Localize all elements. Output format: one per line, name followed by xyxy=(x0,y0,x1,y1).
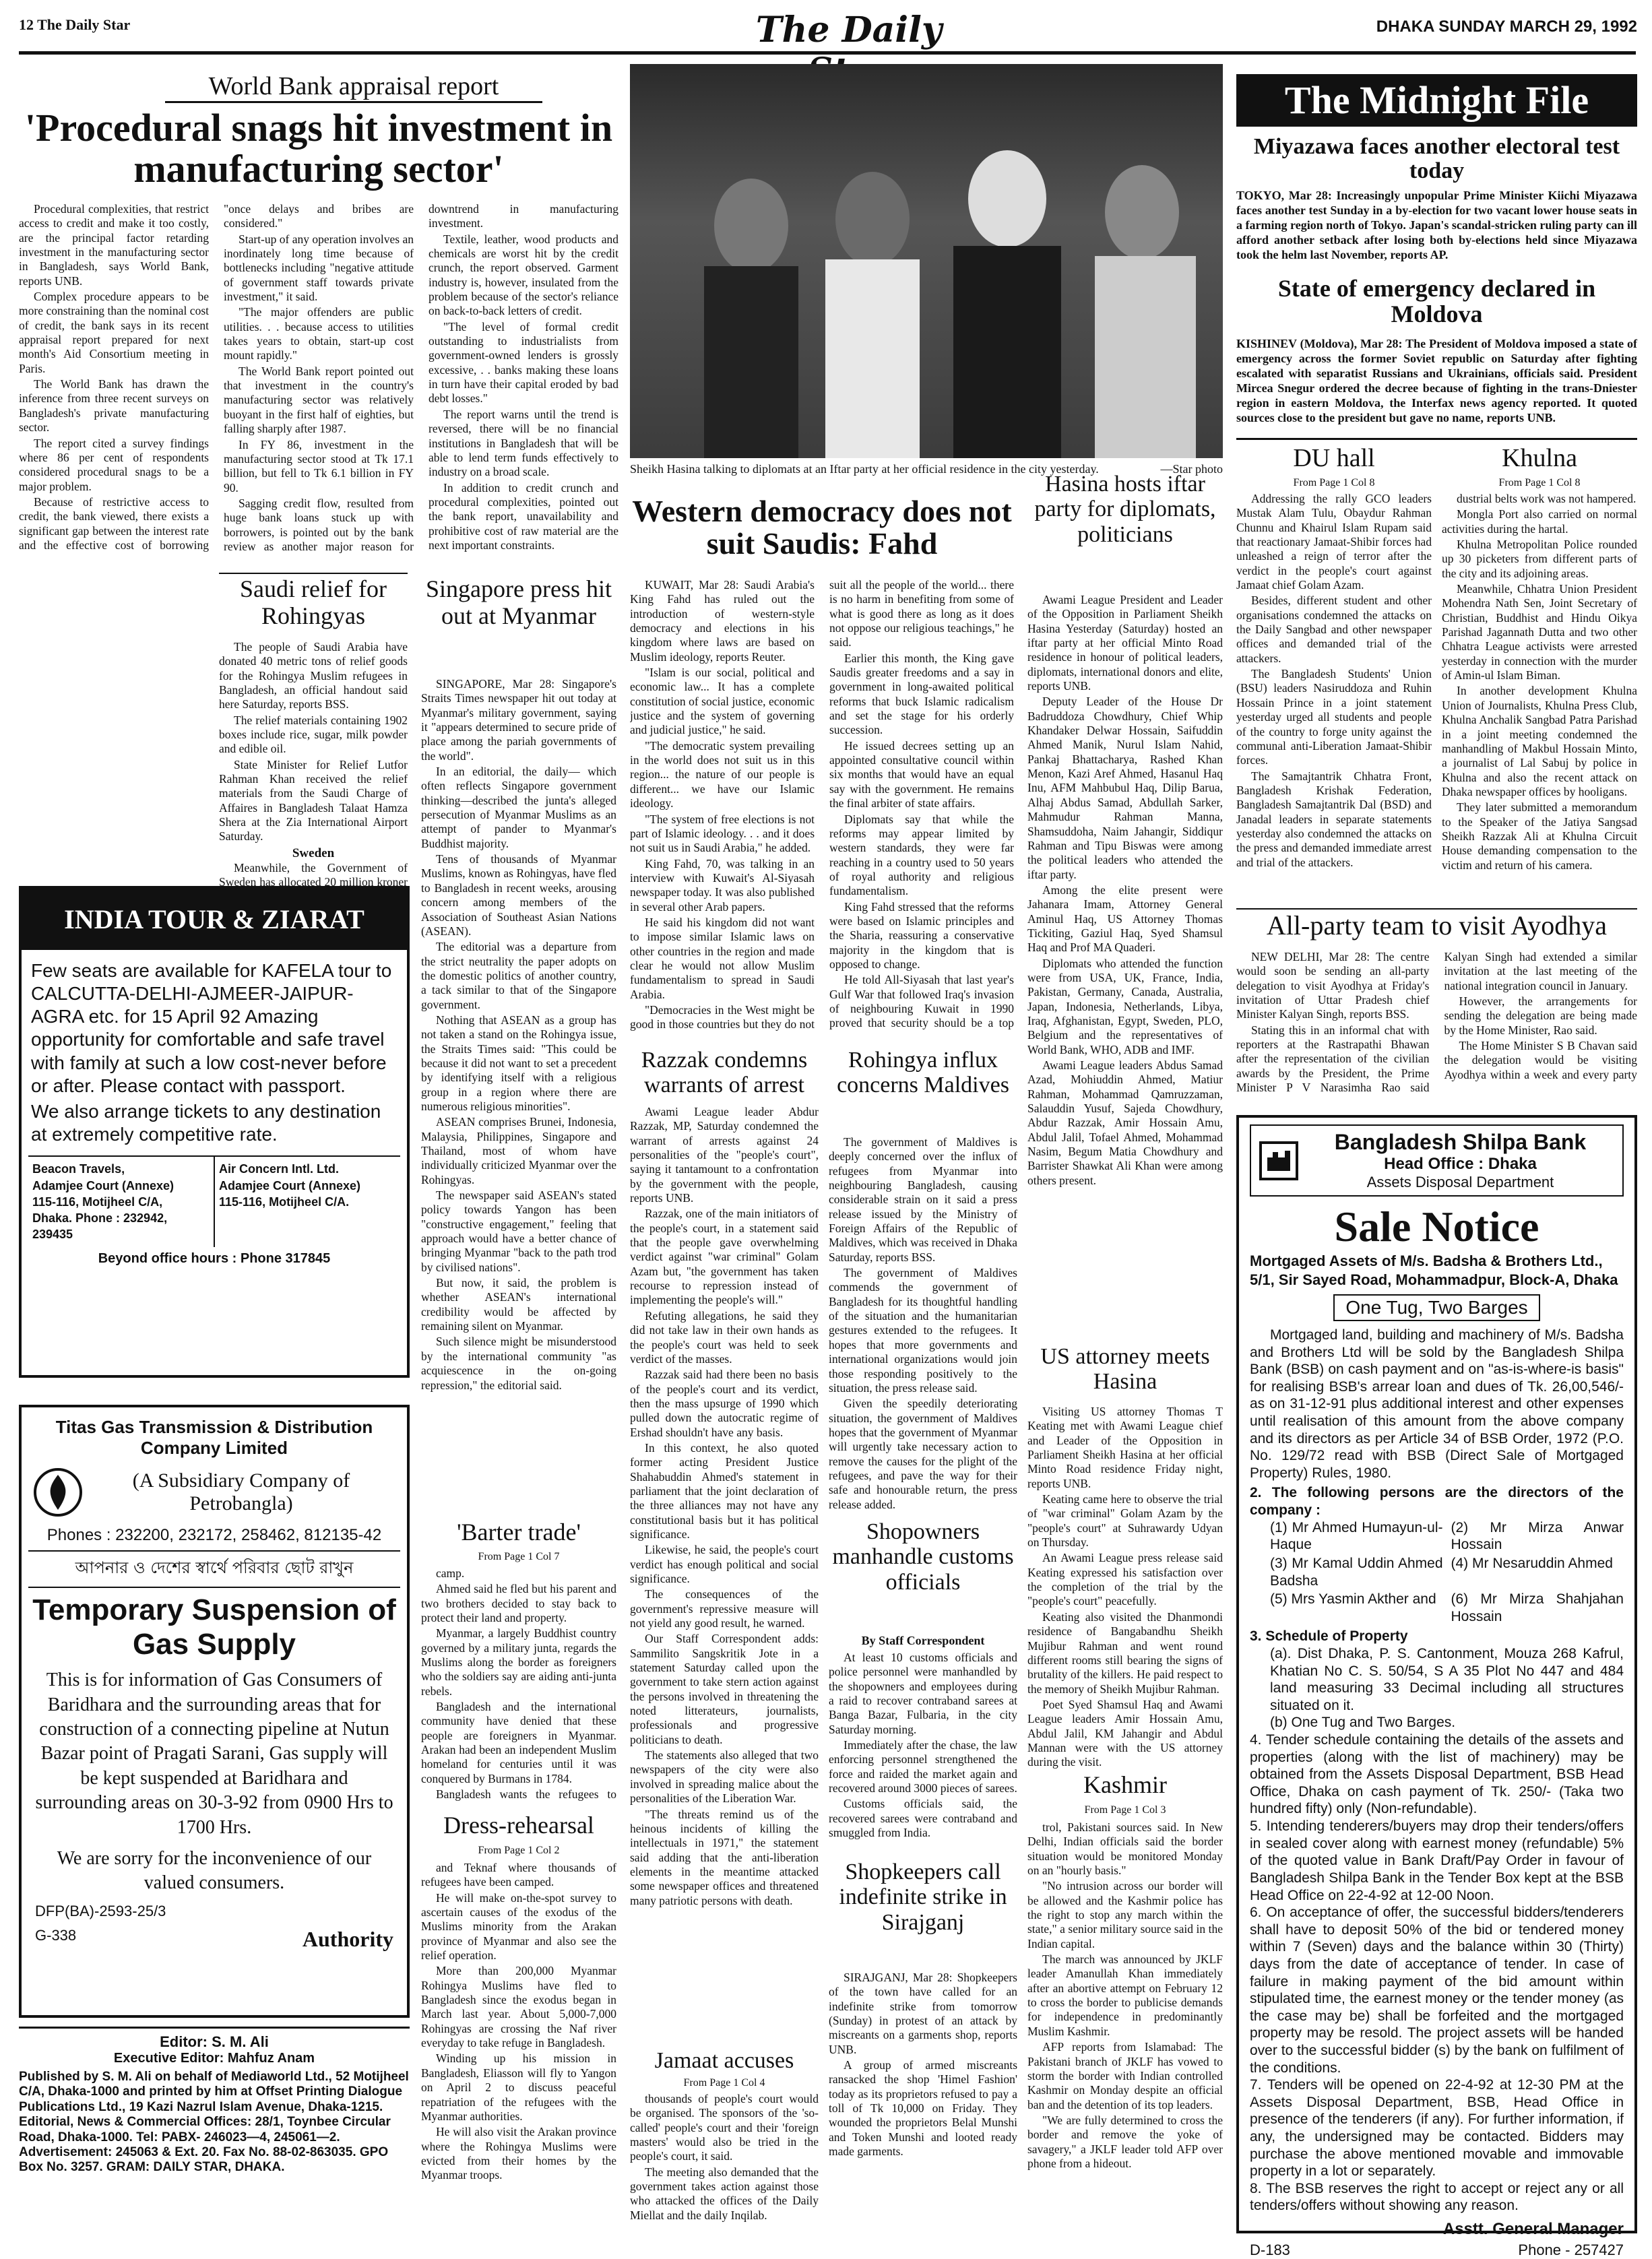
jamaat-body xyxy=(630,2092,819,2235)
shilpa-bank-logo-icon xyxy=(1255,1137,1302,1184)
kashmir-from: From Page 1 Col 3 xyxy=(1084,1804,1166,1816)
imprint-rule xyxy=(19,2027,410,2029)
worldbank-paragraph: Sagging credit flow, resulted from huge bank loans stuck up with borrowers, is pointed out by the bank review as another major reason for downtrend in manufacturing investment. xyxy=(224,202,618,553)
worldbank-kicker: World Bank appraisal report xyxy=(165,71,542,103)
contact-line: 115-116, Motijheel C/A, xyxy=(32,1195,163,1209)
khulna-paragraph: Mongla Port also carried on normal activities during the hartal. xyxy=(1442,507,1637,536)
dress-paragraph: He will also visit the Arakan province where the Rohingya Muslims were evicted from their homes by the Myanmar troops. xyxy=(421,2125,616,2182)
kashmir-paragraph: The march was announced by JKLF leader Amanullah Khan immediately after an abortive attempt on February 12 to cross the border to publicise demands for independence in predominantly Muslim Kashmir. xyxy=(1027,1952,1223,2038)
barter-paragraph: Ahmed said he fled but his parent and two brothers decided to stay back to protect their land and property. xyxy=(421,1582,616,1625)
maldives-paragraph: The government of Maldives commends the government of Bangladesh for its thoughtful handling of the situation and the humanitarian gestures extended to the refugees. It hopes that more governments and international organizations would join those responding positively to the situation, the press release said. xyxy=(829,1266,1017,1395)
india-tour-body2: We also arrange tickets to any destination at extremely competitive rate. xyxy=(31,1100,381,1145)
masthead-rule xyxy=(19,51,1636,55)
western-paragraph: He issued decrees setting up an appointed consultative council within six months that would have an equal say with the government. He remains the final arbiter of state affairs. xyxy=(829,738,1014,810)
worldbank-paragraph: The report cited a survey findings where 86 per cent of respondents considered procedural snags to be a major problem. xyxy=(19,436,209,493)
shilpa-bank-name: Bangladesh Shilpa Bank xyxy=(1334,1130,1587,1154)
khulna-paragraph: Meanwhile, Chhatra Union President Mohendra Nath Sen, Joint Secretary of Christian, Buddhist and Hindu Oikya Parishad Jagannath Dutta and two other Chhatra League activists were arrested yesterday in connection with the murder of Amin-ul Islam Biman. xyxy=(1442,582,1637,682)
western-paragraph: "Islam is our social, political and economic law... It has a complete constitution of social justice, economic justice and the system of governing and judicial justice," he said. xyxy=(630,666,815,737)
shopowners-paragraph: At least 10 customs officials and police personnel were manhandled by the shopowners and employees during a raid to recover contraband sarees at Banga Bazar, Fulbaria, in the city Saturday morning. xyxy=(829,1651,1017,1736)
khulna-body xyxy=(1442,492,1637,903)
contact-line: Beacon Travels, xyxy=(32,1162,125,1176)
barter-headline: 'Barter trade' xyxy=(457,1519,581,1546)
us-attorney-paragraph: Keating also visited the Dhanmondi residence of Bangabandhu Sheikh Mujibur Rahman and went round different rooms still bearing the signs of brutality of the killers. He paid respect to the memory of Sheikh Mujibur Rahman. xyxy=(1027,1610,1223,1696)
worldbank-paragraph: Start-up of any operation involves an inordinately long time because of bottlenecks including "negative attitude of government staff towards private investment," it said. xyxy=(224,232,414,304)
shilpa-item2-title: The following persons are the directors of the company : xyxy=(1250,1485,1624,1519)
titas-ref: DFP(BA)-2593-25/3 xyxy=(35,1902,166,1919)
shilpa-signer: Asstt. General Manager xyxy=(1442,2220,1624,2239)
kashmir-paragraph: "We are fully determined to cross the border and remove the yoke of savagery," a JKLF leader told AFP over phone from a hideout. xyxy=(1027,2113,1223,2170)
saudi-relief-paragraph: State Minister for Relief Lutfor Rahman Khan received the relief materials from the Saudi Charge of Affaires in Bangladesh Talaat Hamza Shera at the Zia International Airport Saturday. xyxy=(219,757,408,844)
sweden-paragraph: Meanwhile, the Government of Sweden has allocated 20 million kroner xyxy=(219,860,408,889)
kashmir-paragraph: AFP reports from Islamabad: The Pakistani branch of JKLF has vowed to storm the border with Indian controlled Kashmir on Monday despite an official ban and the detention of its top leaders. xyxy=(1027,2040,1223,2111)
midnight-file-banner: The Midnight File xyxy=(1236,74,1637,127)
du-hall-headline: DU hall xyxy=(1293,444,1375,472)
shilpa-bank-ad xyxy=(1236,1115,1637,2259)
us-attorney-headline: US attorney meets Hasina xyxy=(1040,1344,1210,1395)
ayodhya-body xyxy=(1236,950,1637,1105)
jamaat-paragraph: thousands of people's court would be organised. The sponsors of the 'so-called' people's court and their 'foreign masters' would also be tried in the people's court, it said. xyxy=(630,2092,819,2163)
contact-line: Adamjee Court (Annexe) xyxy=(219,1178,361,1192)
jamaat-paragraph: The meeting also demanded that the government takes action against those who attacked the offices of the Daily Miellat and the daily Inqilab. xyxy=(630,2165,819,2222)
director-entry: (4) Mr Nesaruddin Ahmed xyxy=(1451,1555,1613,1571)
saudi-relief-paragraph: The people of Saudi Arabia have donated 40 metric tons of relief goods for the Rohingya Muslim refugees in Bangladesh, an official handout said here Saturday, reports BSS. xyxy=(219,640,408,711)
us-attorney-paragraph: Visiting US attorney Thomas T Keating met with Awami League chief and Leader of the Opposition in Parliament Sheikh Hasina at her official Minto Road residence Friday night, reports UNB. xyxy=(1027,1405,1223,1490)
maldives-paragraph: Given the speedily deteriorating situation, the government of Maldives hopes that the government of Myanmar will urgently take necessary action to remove the causes for the plight of the refugees, and pave the way for their safe and honourable return, the press release added. xyxy=(829,1397,1017,1511)
shilpa-schedule-b: (b) One Tug and Two Barges. xyxy=(1270,1715,1456,1731)
contact-line: Air Concern Intl. Ltd. xyxy=(219,1162,339,1176)
western-paragraph: "Democracies in the West might be good in those countries but they do not suit all the people of the world... there is no harm in benefiting from some of what is good there as long as it does not oppose our religious teachings," he said. xyxy=(630,578,1014,1031)
maldives-headline: Rohingya influx concerns Maldives xyxy=(837,1048,1009,1098)
photo-caption-text: Sheikh Hasina talking to diplomats at an Iftar party at her official residence in the city yesterday. xyxy=(630,462,1099,476)
shilpa-items: Mortgaged land, building and machinery of M/s. Badsha and Brothers Ltd will be sold by the Bangladesh Shilpa Bank (BSB) on cash payment and on "as-is-where-is basis" for realising BSB's arrear loan and dues of Tk. 26,00,546/- as on 31-12-91 plus additional interest and other expenses until realisation of this amount from the above company and its directors as per Article 34 of BSB Order, 1972 (P.O. No. 129/72 read with BSB (Direct Sale of Mortgaged Property) Rules, 1980. 2. The following persons are the directors of the company : (1) Mr Ahmed Humayun-ul-Haque (2) Mr Mirza Anwar Hossain (3) Mr Kamal Uddin Ahmed Badsha (4) Mr Nesaruddin Ahmed (5) Mrs Yasmin Akther and (6) Mr Mirza Shahjahan Hossain 3. Schedule of Property (a). Dist Dhaka, P. S. Cantonment, Mouza 268 Kafrul, Khatian No C. S. 50/54, S A 35 Plot No 447 and 484 land measuring 33 Decimal including all structures situated on it. (b) One Tug and Two Barges. 4. Tender schedule containing the details of the assets and properties (along with the list of machinery) may be obtained from the Assets Disposal Department, BSB Head Office, Dhaka on cash payment of Tk. 250/- (Taka two hundred fifty) only (Non-refundable). 5. Intending tenderers/buyers may drop their tenders/offers in sealed cover along with earnest money (refundable) 5% of the quoted value in Bank Draft/Pay Order in favour of Bangladesh Shilpa Bank in the Tender Box kept at the BSB Head Office on 22-4-92 at 12-00 Noon. 6. On acceptance of offer, the successful bidders/tenderers shall have to deposit 50% of the bid or tendered money within 7 (Seven) days and the balance within 30 (Thirty) days from the date of acceptance of tender. In case of failure in making payment of the bid amount within stipulated time, the earnest money or the tender money (as the case may be) shall be forfeited and the mortgaged property may be resold. The project assets will be handed over to the successful bidder (s) by the bank on fulfilment of the conditions. 7. Tenders will be opened on 22-4-92 at 12-30 PM at the Assets Disposal Department, BSB, Head Office in presence of the tenderers (if any). For further information, if any, the undersigned may be contacted. Bidders may purchase the above mentioned movable and immovable property in a lot or separately. 8. The BSB reserves the right to accept or reject any or all tenders/offers without showing any reason. xyxy=(1250,1327,1624,2214)
titas-logo-icon xyxy=(31,1465,85,1519)
ayodhya-paragraph: The Home Minister S B Chavan said the delegation would be visiting Ayodhya within a week and every party xyxy=(1444,1039,1637,1081)
singapore-paragraph: The newspaper said ASEAN's stated policy towards Yangon has been "constructive engagement," feeling that approach would have a better chance of bringing Myanmar "back to the path trod by civilised nations". xyxy=(421,1188,616,1274)
india-tour-body: Few seats are available for KAFELA tour to CALCUTTA-DELHI-AJMEER-JAIPUR-AGRA etc. for 15 April 92 Amazing opportunity for comfortable and safe travel with family at such a low cost-never before or after. Please contact with passport. xyxy=(31,960,392,1096)
razzak-paragraph: Refuting allegations, he said they did not take law in their own hands as the people's court was held to seek verdict of the masses. xyxy=(630,1308,819,1366)
director-entry: (1) Mr Ahmed Humayun-ul-Haque xyxy=(1270,1519,1443,1553)
director-entry: (2) Mr Mirza Anwar Hossain xyxy=(1451,1519,1624,1553)
shopkeepers-paragraph: SIRAJGANJ, Mar 28: Shopkeepers of the town have called for an indefinite strike from tomorrow (Sunday) in protest of an attack by miscreants on a garments shop, reports UNB. xyxy=(829,1971,1017,2056)
director-entry: (5) Mrs Yasmin Akther and xyxy=(1270,1591,1436,1608)
us-attorney-body xyxy=(1027,1405,1223,1769)
western-paragraph: Earlier this month, the King gave Saudis greater freedoms and a say in government in long-awaited political reforms that buck Islamic radicalism and set the stage for his orderly succession. xyxy=(829,651,1014,737)
du-hall-paragraph: Addressing the rally GCO leaders Mustak Alam Tulu, Obaydur Rahman Chunnu and Khairul Islam Rupam said that reactionary Jamaat-Shibir forces had unleashed a reign of terror after the verdict in the people's court against Jamaat chief Golam Azam. xyxy=(1236,492,1432,592)
singapore-paragraph: The editorial was a departure from the strict neutrality the paper adopts on the domestic politics of another country, a tack similar to that of the Singapore government. xyxy=(421,940,616,1011)
razzak-paragraph: Awami League leader Abdur Razzak, MP, Saturday condemned the warrant of arrests against 24 personalities of the "people's court", saying it tantamount to a confrontation by the government with the people, reports UNB. xyxy=(630,1105,819,1205)
contact-line: 115-116, Motijheel C/A. xyxy=(219,1195,350,1209)
worldbank-paragraph: Textile, leather, wood products and chemicals are worst hit by the credit crunch, the report observed. Garment industry is, however, insulated from the problem because of the sector's reliance on back-to-back letters of credit. xyxy=(428,232,618,318)
titas-gas-ad xyxy=(19,1405,410,2018)
razzak-paragraph: The statements also alleged that two newspapers of the city were also involved in spreading malice about the personalities of the Liberation War. xyxy=(630,1748,819,1806)
worldbank-paragraph: In FY 86, investment in the manufacturing sector stood at Tk 17.1 billion, but fell to Tk 6.1 billion in FY 90. xyxy=(224,437,414,495)
titas-sign: Authority xyxy=(302,1926,393,1951)
khulna-from: From Page 1 Col 8 xyxy=(1498,477,1581,488)
ayodhya-paragraph: Stating this in an informal chat with reporters at the Rastrapathi Bhawan after the representation of the civilian awards by the President, the Prime Minister P V Narasimha Rao said Kalyan Singh had extended a similar invitation at the last meeting of the national integration council in January. xyxy=(1236,950,1637,1095)
news-photo xyxy=(630,64,1223,458)
worldbank-paragraph: The report warns until the trend is reversed, there will be no financial institutions in Bangladesh that will be able to lend term funds effectively to industry on a broad scale. xyxy=(428,407,618,479)
ayodhya-headline: All-party team to visit Ayodhya xyxy=(1266,910,1608,941)
shilpa-schedule-a: (a). Dist Dhaka, P. S. Cantonment, Mouza 268 Kafrul, Khatian No C. S. 50/54, S A 35 Plot No 447 and 484 land measuring 33 Decimal including all structures situated on it. xyxy=(1270,1645,1624,1713)
singapore-paragraph: Nothing that ASEAN as a group has not taken a stand on the Rohingya issue, the Straits Times said: "This could be because it did not want to set a precedent by identifying itself with a religious group in a region where there are numerous religious minorities". xyxy=(421,1013,616,1113)
india-tour-office-hours: Beyond office hours : Phone 317845 xyxy=(98,1250,331,1266)
singapore-paragraph: Tens of thousands of Myanmar Muslims, known as Rohingyas, have fled to Bangladesh in recent weeks, arousing concern among members of the Association of Southeast Asian Nations (ASEAN). xyxy=(421,852,616,938)
kashmir-paragraph: "No intrusion across our border will be allowed and the Kashmir police has the right to stop any march within the state," a senior military source said in the Indian capital. xyxy=(1027,1879,1223,1950)
barter-paragraph: Myanmar, a largely Buddhist country governed by a military junta, regards the Muslims along the border as foreigners who the soldiers say are aiding anti-junta rebels. xyxy=(421,1626,616,1698)
western-paragraph: He said his kingdom did not want to impose similar Islamic laws on other countries in the region and made clear he would not allow Muslim fundamentalism to spread in Saudi Arabia. xyxy=(630,915,815,1001)
photo-credit: —Star photo xyxy=(1160,462,1223,476)
western-paragraph: King Fahd, 70, was talking in an interview with Kuwait's Al-Siyasah newspaper today. It was also published in several other Arab papers. xyxy=(630,856,815,914)
western-paragraph: "The democratic system prevailing in the world does not suit us in this region... the nature of our people is different... we have our Islamic ideology. xyxy=(630,738,815,810)
us-attorney-paragraph: An Awami League press release said Keating expressed his satisfaction over the completion of the trial by the "people's court" peacefully. xyxy=(1027,1551,1223,1608)
india-tour-banner: INDIA TOUR & ZIARAT xyxy=(22,889,407,950)
razzak-paragraph: Razzak said had there been no basis of the people's court and its verdict, then the mass upsurge of 1990 which pulled down the autocratic regime of Ershad shouldn't have any basis. xyxy=(630,1368,819,1439)
barter-body xyxy=(421,1566,616,1802)
contact-line: Adamjee Court (Annexe) xyxy=(32,1178,174,1192)
shopowners-headline: Shopowners manhandle customs officials xyxy=(832,1519,1014,1595)
barter-paragraph: Bangladesh and the international community have denied that these people are foreigners in Myanmar. Arakan had been an independent Muslim homeland for centuries until it was conquered by Burmans in 1784. xyxy=(421,1700,616,1785)
singapore-paragraph: But now, it said, the problem is whether ASEAN's international credibility would be affected by remaining silent on Myanmar. xyxy=(421,1276,616,1333)
razzak-paragraph: Likewise, he said, the people's court verdict has enough political and social significance. xyxy=(630,1543,819,1585)
hasina-iftar-paragraph: Deputy Leader of the House Dr Badruddoza Chowdhury, Chief Whip Khandaker Delwar Hossain, Saifuddin Ahmed Manik, Nurul Islam Nahid, Pankaj Bhattacharya, Rashed Khan Menon, Kazi Aref Ahmed, Hasanul Haq Inu, AFM Mahbubul Haq, Dilip Barua, Alhaj Abdus Samad, Abdullah Sarker, Mahmudur Rahman Manna, Shamsuddoha, Naim Jahangir, Siddiqur Rahman and Tipu Biswas were among the political leaders who attended the iftar party. xyxy=(1027,695,1223,881)
western-paragraph: "The system of free elections is not part of Islamic ideology. . . and it does not suit us in Saudi Arabia," he added. xyxy=(630,812,815,855)
miyazawa-headline: Miyazawa faces another electoral test today xyxy=(1253,134,1620,183)
western-paragraph: KUWAIT, Mar 28: Saudi Arabia's King Fahd has ruled out the introduction of western-style democracy and elections in his kingdom where laws are based on Muslim ideology, reports Reuter. xyxy=(630,578,815,664)
saudi-relief-headline: Saudi relief for Rohingyas xyxy=(240,575,387,629)
western-body xyxy=(630,578,1014,1043)
worldbank-paragraph: Procedural complexities, that restrict access to credit and make it too costly, are the principal factor retarding investment in the manufacturing sector in Bangladesh, says World Bank, reports UNB. xyxy=(19,202,209,288)
shopowners-paragraph: Customs officials said, the recovered sarees were contraband and smuggled from India. xyxy=(829,1797,1017,1840)
ayodhya-paragraph: NEW DELHI, Mar 28: The centre would soon be sending an all-party delegation to visit Ayodhya at Friday's invitation of Uttar Pradesh chief Minister Kalyan Singh, reports BSS. xyxy=(1236,950,1430,1021)
shilpa-dept: Assets Disposal Department xyxy=(1366,1174,1554,1190)
dress-paragraph: and Teknaf where thousands of refugees have been camped. xyxy=(421,1861,616,1889)
du-hall-paragraph: The Samajtantrik Chhatra Front, Bangladesh Krishak Federation, Bangladesh Samajtantrik Dal (BSD) and Janadal leaders in separate statements yesterday also condemned the attacks on the press and demanded immediate arrest and trial of the attackers. xyxy=(1236,769,1432,869)
shilpa-title: Sale Notice xyxy=(1334,1203,1539,1250)
imprint-exec-editor: Executive Editor: Mahfuz Anam xyxy=(113,2051,315,2066)
khulna-headline: Khulna xyxy=(1502,444,1577,472)
shilpa-item3-title: Schedule of Property xyxy=(1265,1628,1408,1645)
hasina-iftar-headline: Hasina hosts iftar party for diplomats, politicians xyxy=(1034,472,1216,547)
shilpa-item4: Tender schedule containing the details of the assets and properties (along with the list of machinery) may be obtained from the Assets Disposal Department, BSB Head Office, Dhaka on cash payment of Tk. 250/- (Taka two hundred fifty) only (Non-refundable). xyxy=(1250,1732,1624,1817)
moldova-body: KISHINEV (Moldova), Mar 28: The President of Moldova imposed a state of emergency across the former Soviet republic on Saturday after fighting escalated with separatist Russians and Ukrainians, officials said. President Mircea Snegur ordered the decree because of fighting in the trans-Dniester region in eastern Moldova, the Interfax news agency reported. It quoted sources close to the president but gave no name, reports UNB. xyxy=(1236,337,1637,424)
razzak-headline: Razzak condemns warrants of arrest xyxy=(641,1048,808,1098)
worldbank-paragraph: Because of restrictive access to credit, the bank viewed, there exists a significant gap between the interest rate and the effective cost of borrowing "once delays and bribes are considered." xyxy=(19,202,414,552)
worldbank-headline: 'Procedural snags hit investment in manufacturing sector' xyxy=(24,106,613,191)
shopkeepers-headline: Shopkeepers call indefinite strike in Sirajganj xyxy=(839,1859,1007,1935)
western-paragraph: King Fahd stressed that the reforms were based on Islamic principles and the Sharia, reassuring a conservative majority in the kingdom that is opposed to change. xyxy=(829,899,1014,971)
singapore-paragraph: ASEAN comprises Brunei, Indonesia, Malaysia, Philippines, Singapore and Thailand, most of whom have individually criticized Myanmar over the Rohingyas. xyxy=(421,1115,616,1186)
worldbank-paragraph: In addition to credit crunch and procedural complexities, pointed out the bank report, unavailability and prohibitive cost of raw material are the next important constraints. xyxy=(428,480,618,552)
shilpa-subtitle: Mortgaged Assets of M/s. Badsha & Brothers Ltd., 5/1, Sir Sayed Road, Mohammadpur, Block-A, Dhaka xyxy=(1250,1252,1618,1288)
divider xyxy=(219,573,408,574)
du-hall-body xyxy=(1236,492,1432,903)
khulna-paragraph: dustrial belts work was not hampered. xyxy=(1457,492,1637,505)
saudi-relief-body xyxy=(219,640,408,889)
hasina-iftar-body xyxy=(1027,593,1223,1341)
sweden-subhead: Sweden xyxy=(292,846,335,860)
jamaat-from: From Page 1 Col 4 xyxy=(683,2077,765,2089)
director-entry: (6) Mr Mirza Shahjahan Hossain xyxy=(1451,1591,1624,1624)
du-hall-paragraph: The Bangladesh Students' Union (BSU) leaders Nasiruddoza and Ruhin Hossain Prince in a joint statement yesterday urged all students and people of the country to forge unity against the communal anti-Liberation Jamaat-Shibir forces. xyxy=(1236,667,1432,767)
kashmir-headline: Kashmir xyxy=(1083,1771,1167,1798)
singapore-headline: Singapore press hit out at Myanmar xyxy=(426,575,612,629)
worldbank-body xyxy=(19,202,618,566)
shilpa-directors xyxy=(1250,1519,1624,1626)
western-headline: Western democracy does not suit Saudis: Fahd xyxy=(632,494,1012,561)
kashmir-paragraph: trol, Pakistani sources said. In New Delhi, Indian officials said the border situation would be monitored Monday on an "hourly basis." xyxy=(1027,1820,1223,1878)
titas-body: This is for information of Gas Consumers of Baridhara and the surrounding areas that for construction of a connecting pipeline at Nutun Bazar point of Pragati Sarani, Gas supply will be kept suspended at Baridhara and surrounding areas on 30-3-92 from 0900 Hrs to 1700 Hrs. xyxy=(35,1669,393,1838)
photo-figures xyxy=(630,64,1223,458)
razzak-paragraph: Our Staff Correspondent adds: Sammilito Sangskritik Jote in a statement Saturday called upon the government to take stern action against the persons involved in threatening the noted litterateurs, journalists, professionals and progressive politicians to death. xyxy=(630,1632,819,1746)
titas-phones: Phones : 232200, 232172, 258462, 812135-42 xyxy=(46,1526,382,1544)
us-attorney-paragraph: Poet Syed Shamsul Haq and Awami League leaders Amir Hossain Amu, Abdul Jalil, KM Jahangir and Abdul Mannan were with the US attorney during the visit. xyxy=(1027,1697,1223,1769)
india-tour-ad xyxy=(19,886,410,1378)
singapore-body xyxy=(421,677,616,1513)
dress-body xyxy=(421,1861,616,2235)
moldova-headline: State of emergency declared in Moldova xyxy=(1277,275,1596,327)
barter-paragraph: camp. xyxy=(436,1566,465,1580)
khulna-paragraph: Khulna Metropolitan Police rounded up 30 picketers from different parts of the city and its adjoining areas. xyxy=(1442,538,1637,580)
shopowners-body xyxy=(829,1651,1017,1853)
dateline: DHAKA SUNDAY MARCH 29, 1992 xyxy=(1376,18,1637,36)
razzak-paragraph: The consequences of the government's repressive measure will not yield any good result, he warned. xyxy=(630,1587,819,1630)
shilpa-item6: On acceptance of offer, the successful bidders/tenderers shall have to deposit 50% of the bid or tendered money within 7 (Seven) days and the balance within 30 (Thirty) days from the date of acceptance of tender. In case of failure in making payment of the bid amount within stipulated time, the earnest money or the tender money (as the case may be) shall be forfeited and the mortgaged property may be resold. The project assets will be handed over to the successful bidder (s) by the bank on fulfilment of the conditions. xyxy=(1250,1905,1624,2076)
dress-paragraph: He will make on-the-spot survey to ascertain causes of the exodus of the Muslims minority from the Arakan province of Myanmar and also see the relief operation. xyxy=(421,1890,616,1963)
shilpa-item8: The BSB reserves the right to accept or reject any or all tenders/offers without showing any reason. xyxy=(1250,2180,1624,2214)
shilpa-item5: Intending tenderers/buyers may drop their tenders/offers in sealed cover along with earnest money (refundable) 5% of the quoted value in Bank Draft/Pay Order in favour of Bangladesh Shilpa Bank in the Tender Box kept at the BSB Head Office on 22-4-92 at 12-00 Noon. xyxy=(1250,1818,1624,1903)
dress-from: From Page 1 Col 2 xyxy=(478,1845,560,1856)
dress-headline: Dress-rehearsal xyxy=(443,1812,594,1839)
singapore-paragraph: Such silence might be misunderstood by the international community "as acquiescence in the on-going repression," the editorial said. xyxy=(421,1335,616,1392)
shilpa-tug: One Tug, Two Barges xyxy=(1333,1294,1539,1321)
singapore-paragraph: In an editorial, the daily— which often reflects Singapore government thinking—described the junta's alleged persecution of Myanmar Muslims as an attempt of pander to Myanmar's Buddhist majority. xyxy=(421,765,616,850)
director-entry: (3) Mr Kamal Uddin Ahmed Badsha xyxy=(1270,1555,1443,1589)
razzak-paragraph: In this context, he also quoted former acting President Justice Shahabuddin Ahmed's statement in parliament that the joint declaration of the three alliances may not have any constitutional basis but it has political significance. xyxy=(630,1440,819,1541)
jamaat-headline: Jamaat accuses xyxy=(654,2048,794,2073)
titas-title: Temporary Suspension of Gas Supply xyxy=(32,1593,396,1661)
worldbank-paragraph: "The level of formal credit outstanding to industrialists from government-owned lenders is grossly excessive, . . banks making these loans in turn have their capital eroded by bad debt losses." xyxy=(428,319,618,406)
singapore-paragraph: SINGAPORE, Mar 28: Singapore's Straits Times newspaper hit out today at Myanmar's military government, saying it "appears determined to secure pride of place among the pariah governments of the world". xyxy=(421,677,616,763)
newspaper-title: The Daily xyxy=(755,9,943,51)
shilpa-head-office: Head Office : Dhaka xyxy=(1384,1155,1537,1173)
kashmir-body xyxy=(1027,1820,1223,2235)
shilpa-item1: Mortgaged land, building and machinery of M/s. Badsha and Brothers Ltd will be sold by the Bangladesh Shilpa Bank (BSB) on cash payment and on "as-is-where-is basis" for realising BSB's arrear loan and dues of Tk. 26,00,546/- as on 31-12-91 plus additional interest and other expenses until realisation of this amount from the above company and its directors as per Article 34 of BSB Order, 1972 (P.O. No. 129/72 read with BSB (Direct Sale of Mortgaged Property) Rules, 1980. xyxy=(1250,1327,1624,1481)
razzak-body xyxy=(630,1105,819,2041)
razzak-paragraph: Razzak, one of the main initiators of the people's court, in a statement said that the people gave overwhelming verdict against "war criminal" Golam Azam but, "the government has taken recourse to repression instead of implementing the people's will." xyxy=(630,1207,819,1307)
shilpa-item7: Tenders will be opened on 22-4-92 at 12-30 PM at the Assets Disposal Department, BSB, Head Office in presence of the tenderers (if any). For further information, if any, the undersigned may be contacted. Bidders may purchase the above mentioned movable and immovable property in a lot or separately. xyxy=(1250,2077,1624,2180)
shilpa-phone: Phone - 257427 xyxy=(1518,2241,1624,2259)
titas-subsidiary: (A Subsidiary Company of Petrobangla) xyxy=(132,1469,350,1515)
hasina-iftar-paragraph: Among the elite present were Jahanara Imam, Attorney General Aminul Haq, US Attorney Thomas Tickiting, Gaziul Haq, Syed Shamsul Haq and Prof MA Quaderi. xyxy=(1027,883,1223,955)
khulna-paragraph: In another development Khulna Union of Journalists, Khulna Press Club, Khulna Anchalik Sangbad Patra Parishad in a joint meeting condemned the manhandling of Makbul Hossain Minto, a journalist of Lal Sabuj by police in Khulna and also the recent attack on Dhaka newspaper offices by hooligans. xyxy=(1442,684,1637,798)
du-hall-from: From Page 1 Col 8 xyxy=(1293,477,1375,488)
shopowners-paragraph: Immediately after the chase, the law enforcing personnel strengthened the force and raided the market again and recovered around 3000 pieces of sarees. xyxy=(829,1738,1017,1795)
hasina-iftar-paragraph: Diplomats who attended the function were from USA, UK, France, India, Pakistan, Germany, Canada, Australia, Japan, Indonesia, Netherlands, Libya, Iraq, Afghanistan, Egypt, Sweden, PLO, Belgium and the representatives of World Bank, WHO, ADB and IMF. xyxy=(1027,956,1223,1056)
hasina-iftar-paragraph: Awami League President and Leader of the Opposition in Parliament Sheikh Hasina Yesterday (Saturday) hosted an iftar party at her official Minto Road residence in honour of political leaders, diplomats, international donors and elite, reports UNB. xyxy=(1027,593,1223,693)
western-paragraph: He told All-Siyasah that last year's Gulf War that followed Iraq's invasion of neighbouring Kuwait in 1990 proved that security should be a top xyxy=(829,973,1014,1030)
western-paragraph: Diplomats say that while the reforms may appear limited by western standards, they were far reaching in a country used to 50 years of royal authority and religious fundamentalism. xyxy=(829,812,1014,898)
titas-sorry: We are sorry for the inconvenience of our valued consumers. xyxy=(57,1847,372,1894)
page-number-label: 12 The Daily Star xyxy=(19,16,131,33)
du-hall-paragraph: Besides, different student and other organisations condemned the attacks on the Daily Sangbad and other newspaper offices and demanded trial of the attackers. xyxy=(1236,594,1432,665)
divider xyxy=(1236,908,1637,910)
saudi-relief-paragraph: The relief materials containing 1902 boxes include rice, sugar, milk powder and edible oil. xyxy=(219,713,408,756)
miyazawa-body: TOKYO, Mar 28: Increasingly unpopular Prime Minister Kiichi Miyazawa faces another test Sunday in a by-election for two vacant lower house seats in a farming region north of Tokyo. Japan's scandal-stricken ruling party can ill afford another setback after losing both by-elections held since Miyazawa took the helm last November, reports AP. xyxy=(1236,189,1637,261)
imprint-editor: Editor: S. M. Ali xyxy=(160,2033,269,2050)
barter-paragraph: Bangladesh wants the refugees to xyxy=(436,1787,616,1802)
maldives-paragraph: The government of Maldives is deeply concerned over the influx of refugees from Myanmar into neighbouring Bangladesh, causing considerable strain on it said a press release issued by the Ministry of Foreign Affairs of the Republic of Maldives, which was received in Dhaka Saturday, reports BSS. xyxy=(829,1135,1017,1264)
dress-paragraph: Winding up his mission in Bangladesh, Eliasson will fly to Yangon on April 2 to discuss peaceful repatriation of the refugees with the Myanmar authorities. xyxy=(421,2051,616,2123)
worldbank-paragraph: Complex procedure appears to be more constraining than the nominal cost of credit, the bank says in its recent appraisal report prepared for next month's Aid Consortium meeting in Paris. xyxy=(19,290,209,375)
imprint-text: Published by S. M. Ali on behalf of Mediaworld Ltd., 52 Motijheel C/A, Dhaka-1000 and printed by him at Offset Printing Dialogue Publications Ltd., 19 Kazi Nazrul Islam Avenue, Dhaka-1215. Editorial, News & Commercial Offices: 28/1, Toynbee Circular Road, Dhaka-1000. Tel: PABX- 246023—4, 245061—2. Advertisement: 245063 & Ext. 20. Fax No. 88-02-863035. GPO Box No. 3257. GRAM: DAILY STAR, DHAKA. xyxy=(19,2070,409,2175)
razzak-paragraph: "The threats remind us of the heinous incidents of killing the intellectuals in 1971," the statement said adding that the anti-liberation elements in the meantime attacked some newspaper offices and threatened many patriotic persons with death. xyxy=(630,1807,819,1907)
shopkeepers-body xyxy=(829,1971,1017,2235)
india-tour-left-contact xyxy=(28,1157,214,1246)
khulna-paragraph: They later submitted a memorandum to the Speaker of the Jatiya Sangsad Sheikh Razzak Ali at Khulna Circuit House demanding compensation to the victim and return of his camera. xyxy=(1442,800,1637,872)
titas-bangla-slogan: আপনার ও দেশের স্বার্থে পরিবার ছোট রাখুন xyxy=(28,1550,400,1588)
ayodhya-paragraph: However, the arrangements for sending the delegation are being made by the Home Minister, Rao said. xyxy=(1444,994,1637,1037)
shilpa-dno: D-183 xyxy=(1250,2241,1290,2259)
titas-company: Titas Gas Transmission & Distribution Company Limited xyxy=(55,1417,373,1458)
contact-line: Dhaka. Phone : 232942, 239435 xyxy=(32,1211,168,1242)
hasina-iftar-paragraph: Awami League leaders Abdus Samad Azad, Mohiuddin Ahmed, Matiur Rahman, Mohammad Qamruzzaman, Salauddin Yusuf, Sajeda Chowdhury, Abdur Razzak, Amir Hossain Amu, Abdul Jalil, Tofael Ahmed, Mohammad Nasim, Begum Matia Chowdhury and Barrister Shawkat Ali Khan were among others present. xyxy=(1027,1058,1223,1187)
india-tour-right-contact xyxy=(214,1157,400,1246)
worldbank-paragraph: The World Bank has drawn the inference from three recent surveys on Bangladesh's private manufacturing sector. xyxy=(19,377,209,435)
barter-from: From Page 1 Col 7 xyxy=(478,1551,560,1562)
dress-paragraph: More than 200,000 Myanmar Rohingya Muslims have fled to Bangladesh since the exodus began in March last year. About 5,000-7,000 Rohingyas are crossing the Naf river everyday to take refuge in Bangladesh. xyxy=(421,1964,616,2050)
shopkeepers-paragraph: A group of armed miscreants ransacked the shop 'Himel Fashion' today as its proprietors refused to pay a toll of Tk 10,000 on Friday. They wounded the proprietors Belal Munshi and Token Munshi and looted ready made garments. xyxy=(829,2058,1017,2159)
maldives-body xyxy=(829,1135,1017,1513)
us-attorney-paragraph: Keating came here to observe the trial of "war criminal" Golam Azam by the "people's court" at Suhrawardy Udyan on Thursday. xyxy=(1027,1492,1223,1550)
shopowners-byline: By Staff Correspondent xyxy=(861,1634,985,1647)
divider xyxy=(1236,438,1637,440)
titas-gno: G-338 xyxy=(35,1926,77,1944)
worldbank-paragraph: "The major offenders are public utilities. . . because access to utilities takes years to obtain, start-up cost mount rapidly." xyxy=(224,305,414,362)
worldbank-paragraph: The World Bank report pointed out that investment in the country's manufacturing sector was relatively buoyant in the first half of eighties, but falling sharply after 1987. xyxy=(224,364,414,436)
